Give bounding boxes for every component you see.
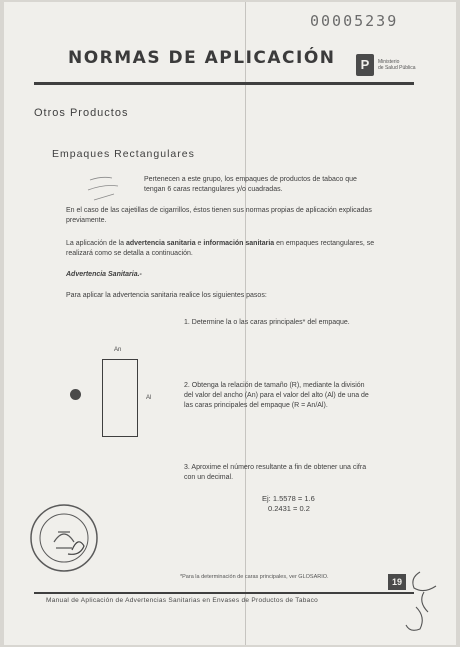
handwritten-signature (406, 572, 436, 630)
pencil-scribble (88, 177, 118, 200)
intro-paragraph: Pertenecen a este grupo, los empaques de productos de tabaco que tengan 6 caras rectangulares y/o cuadradas. (144, 176, 357, 193)
logo-line-2: de Salud Pública (378, 65, 416, 71)
aplicacion-bold-2: información sanitaria (203, 240, 275, 247)
logo-mark-icon: P (356, 54, 374, 76)
step-2: 2. Obtenga la relación de tamaño (R), mediante la división del valor del ancho (An) para el valor del alto (Al) de una de las caras principales del empaque (R = An/Al). (184, 382, 369, 409)
footnote: *Para la determinación de caras principales, ver GLOSARIO. (180, 574, 329, 580)
subsection-title: Empaques Rectangulares (52, 148, 195, 160)
advertencia-heading: Advertencia Sanitaria.- (66, 271, 142, 278)
logo-line-1: Ministerio (378, 59, 400, 65)
example-line-2: 0.2431 = 0.2 (268, 504, 310, 513)
step-3: 3. Aproxime el número resultante a fin de obtener una cifra con un decimal. (184, 464, 367, 481)
aplicacion-text-1: La aplicación de la (66, 240, 126, 247)
package-face-rectangle (102, 359, 138, 437)
example-block (262, 494, 315, 514)
cajetillas-paragraph: En el caso de las cajetillas de cigarrillos, éstos tienen sus normas propias de aplicación explicadas previamente. (66, 207, 372, 224)
aplicacion-text-2: e (195, 240, 204, 247)
serial-number: 00005239 (310, 12, 399, 30)
page-number: 19 (388, 574, 406, 590)
example-line-1: Ej: 1.5578 = 1.6 (262, 494, 315, 503)
page-title: NORMAS DE APLICACIÓN (68, 48, 336, 68)
height-label: Al (146, 395, 152, 401)
aplicacion-bold-1: advertencia sanitaria (125, 240, 196, 247)
width-label: An (114, 347, 122, 353)
step-1: 1. Determine la o las caras principales* del empaque. (184, 319, 350, 326)
section-title: Otros Productos (34, 107, 129, 119)
aplicacion-text-3: en empaques rectangulares, se realizará como se detalla a continuación. (66, 240, 375, 257)
step-bullet-icon (70, 389, 81, 400)
document-page (4, 2, 456, 645)
pasos-intro: Para aplicar la advertencia sanitaria realice los siguientes pasos: (66, 292, 267, 299)
aplicacion-paragraph (66, 239, 386, 259)
footer-text: Manual de Aplicación de Advertencias Sanitarias en Envases de Productos de Tabaco (46, 597, 319, 604)
official-seal-stamp (28, 502, 100, 574)
footer-rule (34, 592, 414, 594)
